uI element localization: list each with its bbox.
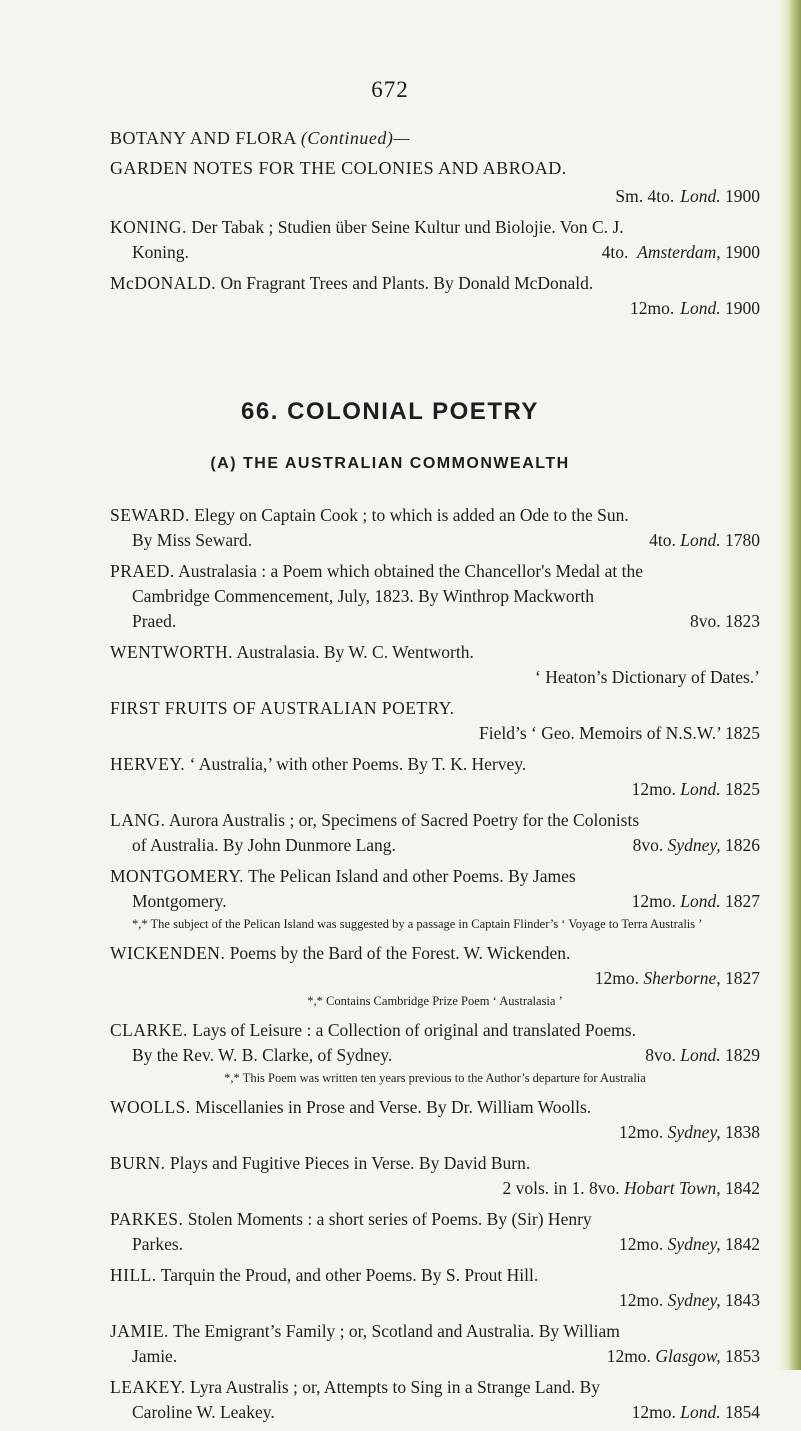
entry-author: CLARKE. xyxy=(110,1020,188,1040)
list-item xyxy=(110,696,760,746)
list-item xyxy=(110,184,760,209)
entry-note: *,* This Poem was written ten years previous to the Author’s departure for Australia xyxy=(224,1071,646,1085)
list-item xyxy=(110,1263,760,1313)
imprint: 4to. Lond. 1780 xyxy=(649,530,760,550)
imprint: 8vo. 1823 xyxy=(690,611,760,631)
entry-title: Poems by the Bard of the Forest. W. Wickenden. xyxy=(229,943,571,963)
list-item: CLARKE. Lays of Leisure : a Collection of original and translated Poems. By the Rev. W. B. Clarke, of Sydney. 8vo. Lond. 1829 *,* This Poem was written ten years previous to the Author’s departure for Australia xyxy=(110,1020,760,1085)
entry-title-cont: Cambridge Commencement, July, 1823. By Winthrop Mackworth xyxy=(132,586,595,606)
running-head-title: BOTANY AND FLORA xyxy=(110,128,296,148)
entry-author: WENTWORTH. xyxy=(110,642,234,662)
entry-title: Miscellanies in Prose and Verse. By Dr. William Woolls. xyxy=(195,1097,592,1117)
entry-title: Der Tabak ; Studien über Seine Kultur und Biolojie. Von C. J. xyxy=(191,217,624,237)
entry-title: The Pelican Island and other Poems. By James xyxy=(248,866,576,886)
entry-author: HILL. xyxy=(110,1265,157,1285)
entry-title: Plays and Fugitive Pieces in Verse. By David Burn. xyxy=(169,1153,531,1173)
entry-author: WOOLLS. xyxy=(110,1097,191,1117)
entry-title: Tarquin the Proud, and other Poems. By S. Prout Hill. xyxy=(160,1265,539,1285)
imprint: 12mo. Sydney, 1843 xyxy=(619,1290,760,1310)
page-number: 672 xyxy=(371,77,409,102)
entry-title: ‘ Australia,’ with other Poems. By T. K. Hervey. xyxy=(189,754,527,774)
imprint: 8vo. Sydney, 1826 xyxy=(632,835,760,855)
list-item xyxy=(110,752,760,802)
running-head xyxy=(110,128,410,149)
imprint: 12mo. Sydney, 1838 xyxy=(619,1122,760,1142)
entry-author: LANG. xyxy=(110,810,166,830)
entry-title: Lays of Leisure : a Collection of original and translated Poems. xyxy=(192,1020,636,1040)
list-item: LANG. Aurora Australis ; or, Specimens of Sacred Poetry for the Colonists of Australia. By John Dunmore Lang. 8vo. Sydney, 1826 xyxy=(110,808,760,858)
entry-title: Australasia. By W. C. Wentworth. xyxy=(236,642,474,662)
imprint: 12mo. Lond. 1854 xyxy=(631,1402,760,1422)
list-item: PRAED. Australasia : a Poem which obtained the Chancellor's Medal at the Cambridge Commencement, July, 1823. By Winthrop Mackworth Praed. 8vo. 1823 xyxy=(110,559,760,634)
entry-title: The Emigrant’s Family ; or, Scotland and Australia. By William xyxy=(172,1321,620,1341)
imprint: 12mo. Sherborne, 1827 xyxy=(594,968,760,988)
list-item xyxy=(110,640,760,690)
top-entries xyxy=(110,184,760,327)
entry-author: WICKENDEN. xyxy=(110,943,226,963)
list-item: SEWARD. Elegy on Captain Cook ; to which is added an Ode to the Sun. By Miss Seward. 4to. Lond. 1780 xyxy=(110,503,760,553)
list-item: LEAKEY. Lyra Australis ; or, Attempts to Sing in a Strange Land. By Caroline W. Leakey. 12mo. Lond. 1854 xyxy=(110,1375,760,1425)
entry-title: Aurora Australis ; or, Specimens of Sacred Poetry for the Colonists xyxy=(168,810,640,830)
entry-author: McDONALD. xyxy=(110,273,217,293)
running-head-continued: (Continued)— xyxy=(300,128,410,148)
list-item: KONING. Der Tabak ; Studien über Seine Kultur und Biolojie. Von C. J. Koning. 4to. Amsterdam, 1900 xyxy=(110,217,760,262)
imprint: 8vo. Lond. 1829 xyxy=(645,1045,760,1065)
entry-author: SEWARD. xyxy=(110,505,190,525)
entry-author: KONING. xyxy=(110,217,187,237)
list-item xyxy=(110,941,760,1010)
list-item: McDONALD. On Fragrant Trees and Plants. By Donald McDonald. 12mo. Lond. 1900 xyxy=(110,273,760,318)
imprint: 12mo. Lond. 1827 xyxy=(631,891,760,911)
list-item: JAMIE. The Emigrant’s Family ; or, Scotland and Australia. By William Jamie. 12mo. Glasgow, 1853 xyxy=(110,1319,760,1369)
entry-title: On Fragrant Trees and Plants. By Donald McDonald. xyxy=(220,273,594,293)
entry-title: Stolen Moments : a short series of Poems. By (Sir) Henry xyxy=(187,1209,592,1229)
entry-author: LEAKEY. xyxy=(110,1377,186,1397)
entry-author: PRAED. xyxy=(110,561,175,581)
entry-author: MONTGOMERY. xyxy=(110,866,245,886)
list-item xyxy=(110,1151,760,1201)
entry-title: Elegy on Captain Cook ; to which is added an Ode to the Sun. xyxy=(194,505,629,525)
entry-author: JAMIE. xyxy=(110,1321,169,1341)
section-subtitle: (A) THE AUSTRALIAN COMMONWEALTH xyxy=(210,455,570,472)
entry-title: Australasia : a Poem which obtained the Chancellor's Medal at the xyxy=(178,561,643,581)
imprint: Field’s ‘ Geo. Memoirs of N.S.W.’ 1825 xyxy=(479,723,760,743)
imprint: 12mo. Sydney, 1842 xyxy=(619,1234,760,1254)
bibliography-list xyxy=(110,503,760,1431)
sub-heading: GARDEN NOTES FOR THE COLONIES AND ABROAD. xyxy=(110,158,567,178)
entry-note: *,* The subject of the Pelican Island was suggested by a passage in Captain Flinder’s ‘ Voyage to Terra Australis ’ xyxy=(132,917,703,931)
list-item: MONTGOMERY. The Pelican Island and other Poems. By James Montgomery. 12mo. Lond. 1827 *,* The subject of the Pelican Island was suggested by a passage in Captain Flinder’s ‘ Voyage to Terra Australis ’ xyxy=(110,866,760,931)
entry-author: PARKES. xyxy=(110,1209,184,1229)
page-edge-shadow xyxy=(779,0,801,1370)
entry-author: BURN. xyxy=(110,1153,166,1173)
entry-author: HERVEY. xyxy=(110,754,186,774)
list-item xyxy=(110,1095,760,1145)
imprint: 12mo. Lond. 1825 xyxy=(631,779,760,799)
imprint: Sm. 4to. Lond. 1900 xyxy=(615,186,760,206)
entry-author: FIRST FRUITS OF AUSTRALIAN POETRY. xyxy=(110,698,455,718)
entry-title: Lyra Australis ; or, Attempts to Sing in a Strange Land. By xyxy=(189,1377,601,1397)
imprint: 12mo. Glasgow, 1853 xyxy=(606,1346,760,1366)
list-item: PARKES. Stolen Moments : a short series of Poems. By (Sir) Henry Parkes. 12mo. Sydney, 1842 xyxy=(110,1207,760,1257)
section-title: 66. COLONIAL POETRY xyxy=(241,398,539,425)
imprint: 2 vols. in 1. 8vo. Hobart Town, 1842 xyxy=(502,1178,760,1198)
imprint: ‘ Heaton’s Dictionary of Dates.’ xyxy=(535,667,760,687)
entry-note: *,* Contains Cambridge Prize Poem ‘ Australasia ’ xyxy=(307,994,563,1008)
